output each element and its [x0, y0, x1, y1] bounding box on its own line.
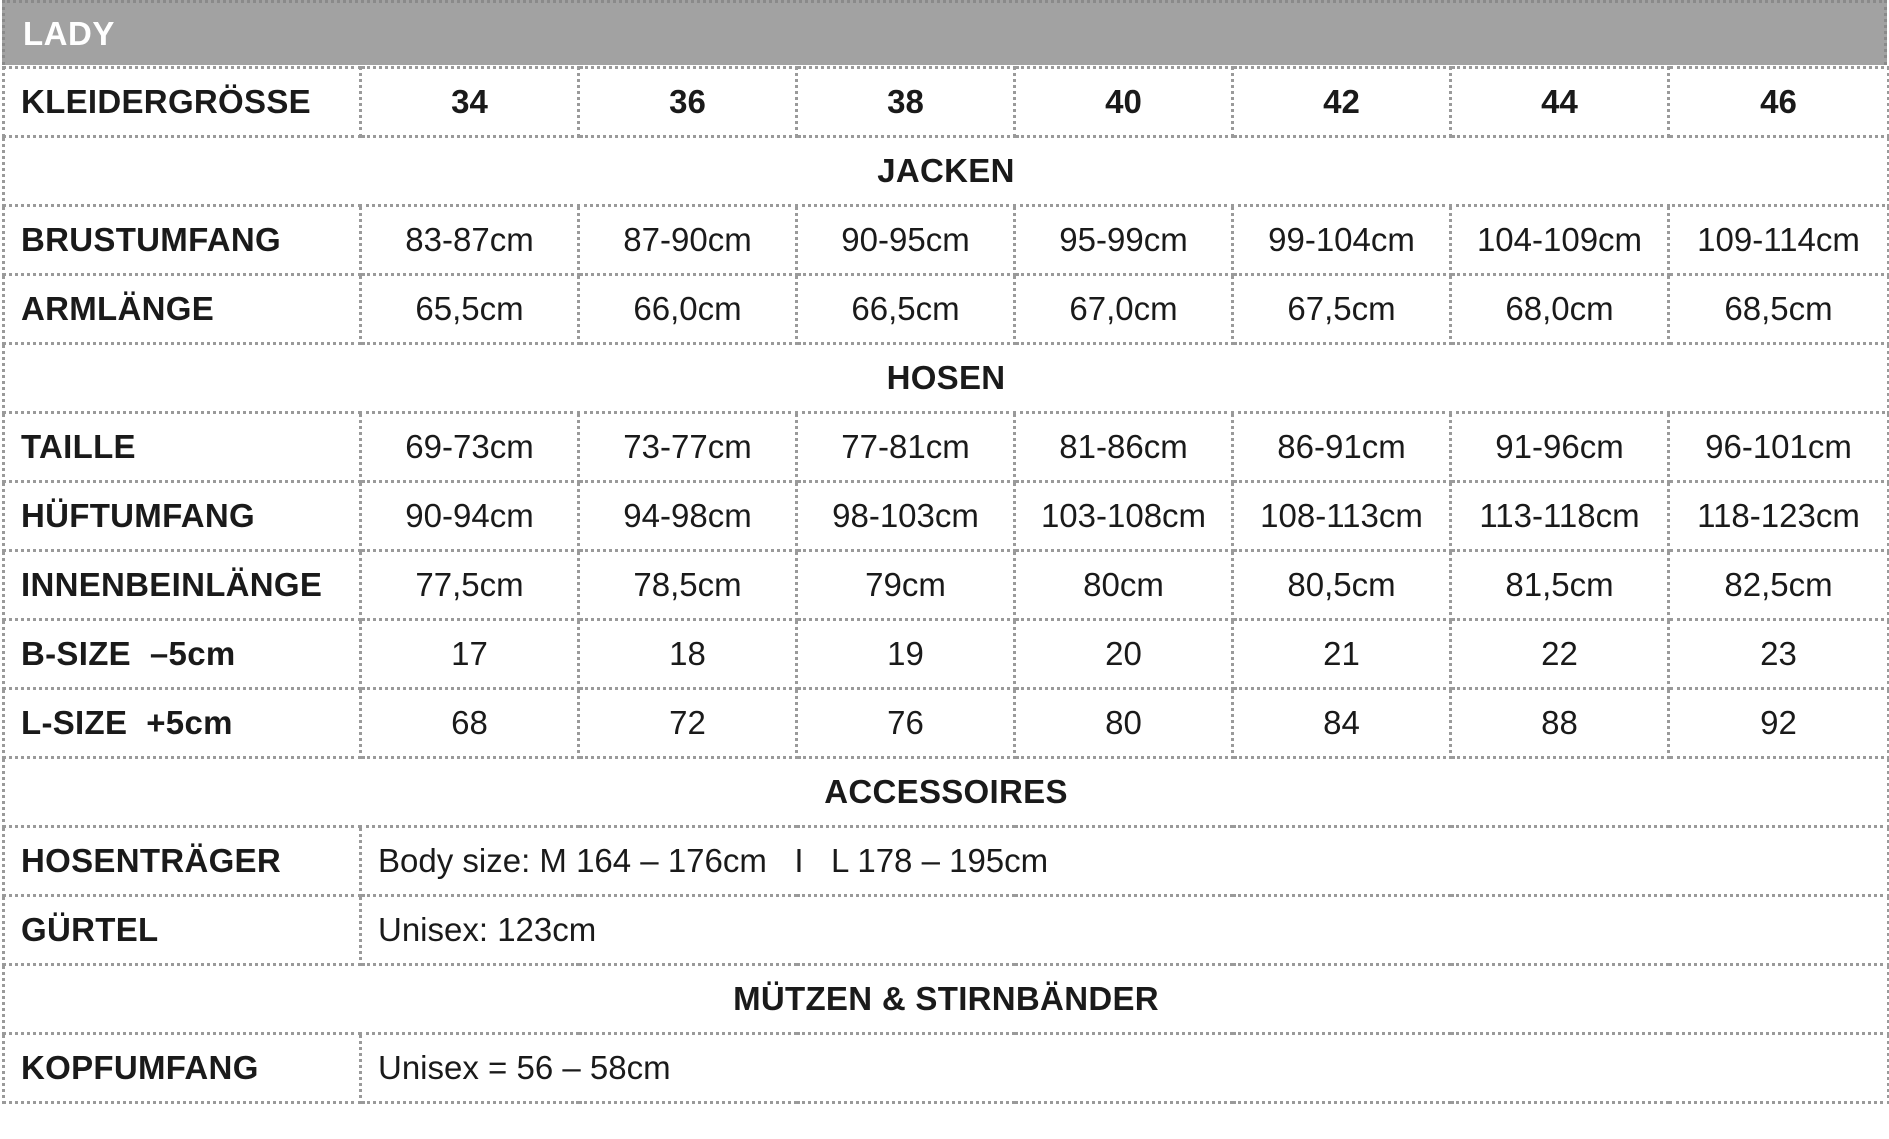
- cell: 79cm: [797, 551, 1015, 620]
- cell: 80: [1015, 689, 1233, 758]
- size-38: 38: [797, 68, 1015, 137]
- cell: 77-81cm: [797, 413, 1015, 482]
- section-jacken: JACKEN: [4, 137, 1889, 206]
- cell: 20: [1015, 620, 1233, 689]
- cell: 80cm: [1015, 551, 1233, 620]
- row-kopfumfang: [4, 1034, 1889, 1103]
- size-42: 42: [1233, 68, 1451, 137]
- cell: 92: [1669, 689, 1889, 758]
- row-armlaenge: [4, 275, 1889, 344]
- cell: 86-91cm: [1233, 413, 1451, 482]
- row-innenbeinlaenge: [4, 551, 1889, 620]
- cell: 104-109cm: [1451, 206, 1669, 275]
- cell: 82,5cm: [1669, 551, 1889, 620]
- cell: 88: [1451, 689, 1669, 758]
- size-44: 44: [1451, 68, 1669, 137]
- cell: 77,5cm: [361, 551, 579, 620]
- size-34: 34: [361, 68, 579, 137]
- size-header-label: KLEIDERGRÖSSE: [4, 68, 361, 137]
- cell: 66,0cm: [579, 275, 797, 344]
- section-muetzen: MÜTZEN & STIRNBÄNDER: [4, 965, 1889, 1034]
- section-hosen: HOSEN: [4, 344, 1889, 413]
- cell: 113-118cm: [1451, 482, 1669, 551]
- chart-title: LADY: [23, 15, 115, 52]
- row-hosentraeger: [4, 827, 1889, 896]
- cell: 99-104cm: [1233, 206, 1451, 275]
- cell: 67,0cm: [1015, 275, 1233, 344]
- section-row-jacken: [4, 137, 1889, 206]
- cell: 90-94cm: [361, 482, 579, 551]
- row-guertel: [4, 896, 1889, 965]
- row-label: ARMLÄNGE: [4, 275, 361, 344]
- row-label: GÜRTEL: [4, 896, 361, 965]
- cell: 83-87cm: [361, 206, 579, 275]
- row-lsize: [4, 689, 1889, 758]
- cell-span: Body size: M 164 – 176cm I L 178 – 195cm: [361, 827, 1889, 896]
- cell: 67,5cm: [1233, 275, 1451, 344]
- cell: 68: [361, 689, 579, 758]
- cell: 94-98cm: [579, 482, 797, 551]
- cell: 108-113cm: [1233, 482, 1451, 551]
- size-40: 40: [1015, 68, 1233, 137]
- cell: 98-103cm: [797, 482, 1015, 551]
- cell: 103-108cm: [1015, 482, 1233, 551]
- cell: 69-73cm: [361, 413, 579, 482]
- section-row-hosen: [4, 344, 1889, 413]
- cell: 66,5cm: [797, 275, 1015, 344]
- cell: 109-114cm: [1669, 206, 1889, 275]
- row-label: HOSENTRÄGER: [4, 827, 361, 896]
- row-label: L-SIZE +5cm: [4, 689, 361, 758]
- cell-span: Unisex = 56 – 58cm: [361, 1034, 1889, 1103]
- row-bsize: [4, 620, 1889, 689]
- section-row-muetzen: [4, 965, 1889, 1034]
- cell: 18: [579, 620, 797, 689]
- row-brustumfang: [4, 206, 1889, 275]
- cell: 68,0cm: [1451, 275, 1669, 344]
- row-hueftumfang: [4, 482, 1889, 551]
- row-taille: [4, 413, 1889, 482]
- cell: 90-95cm: [797, 206, 1015, 275]
- cell: 76: [797, 689, 1015, 758]
- cell: 87-90cm: [579, 206, 797, 275]
- cell: 22: [1451, 620, 1669, 689]
- cell: 65,5cm: [361, 275, 579, 344]
- row-label: INNENBEINLÄNGE: [4, 551, 361, 620]
- cell: 96-101cm: [1669, 413, 1889, 482]
- cell: 81-86cm: [1015, 413, 1233, 482]
- cell: 91-96cm: [1451, 413, 1669, 482]
- cell: 17: [361, 620, 579, 689]
- cell: 78,5cm: [579, 551, 797, 620]
- cell: 118-123cm: [1669, 482, 1889, 551]
- title-bar: [2, 0, 1887, 65]
- cell: 80,5cm: [1233, 551, 1451, 620]
- size-46: 46: [1669, 68, 1889, 137]
- row-label: B-SIZE –5cm: [4, 620, 361, 689]
- cell: 73-77cm: [579, 413, 797, 482]
- row-label: BRUSTUMFANG: [4, 206, 361, 275]
- size-header-row: [4, 68, 1889, 137]
- row-label: TAILLE: [4, 413, 361, 482]
- cell-span: Unisex: 123cm: [361, 896, 1889, 965]
- row-label: HÜFTUMFANG: [4, 482, 361, 551]
- cell: 95-99cm: [1015, 206, 1233, 275]
- cell: 68,5cm: [1669, 275, 1889, 344]
- cell: 19: [797, 620, 1015, 689]
- cell: 23: [1669, 620, 1889, 689]
- cell: 84: [1233, 689, 1451, 758]
- section-accessoires: ACCESSOIRES: [4, 758, 1889, 827]
- section-row-accessoires: [4, 758, 1889, 827]
- size-36: 36: [579, 68, 797, 137]
- row-label: KOPFUMFANG: [4, 1034, 361, 1103]
- size-table: [2, 66, 1889, 1104]
- cell: 81,5cm: [1451, 551, 1669, 620]
- cell: 21: [1233, 620, 1451, 689]
- cell: 72: [579, 689, 797, 758]
